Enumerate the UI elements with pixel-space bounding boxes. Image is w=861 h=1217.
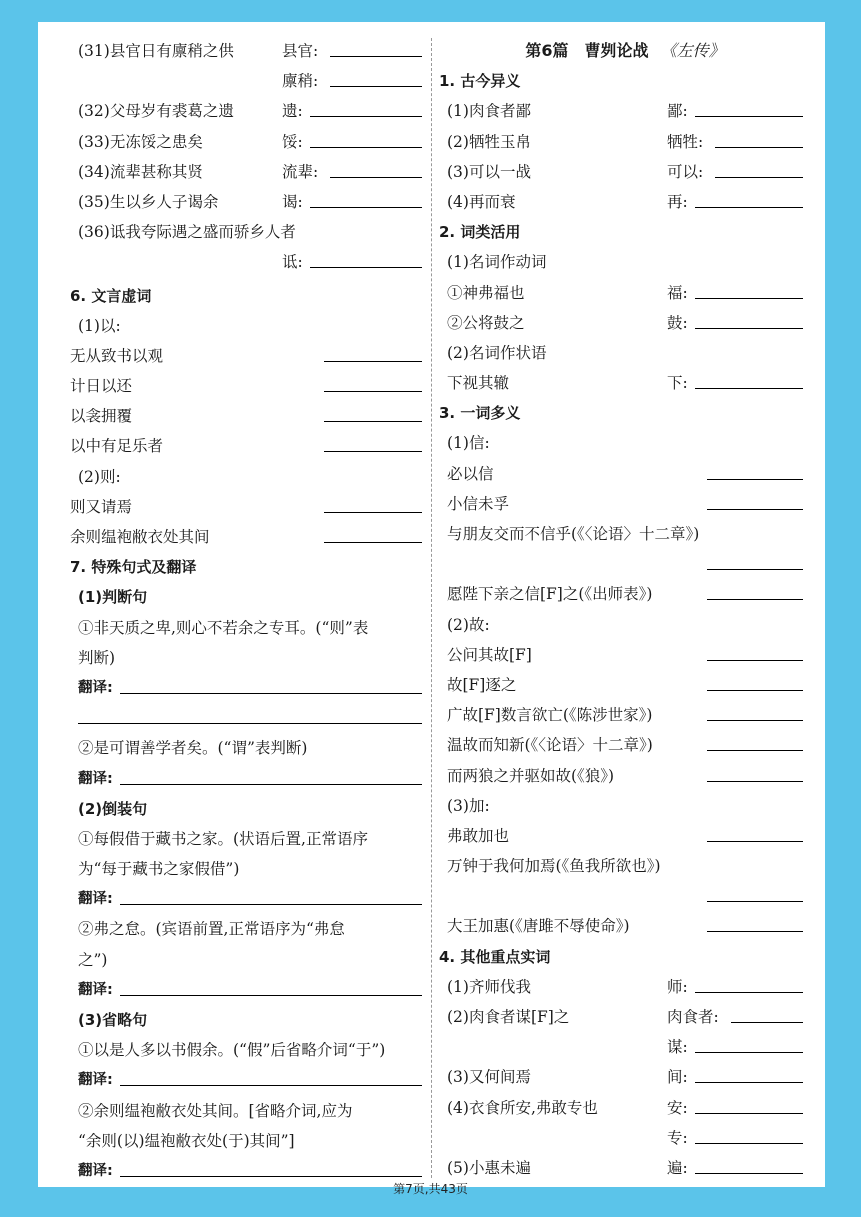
translation-line bbox=[70, 703, 428, 733]
vocab-item: (34)流辈甚称其贤 流辈: bbox=[70, 157, 428, 187]
answer-blank[interactable] bbox=[324, 492, 422, 513]
exercise-item: 则又请焉 bbox=[70, 492, 428, 522]
answer-blank[interactable] bbox=[707, 730, 803, 751]
vocab-item: (3)又何间焉 间: bbox=[439, 1062, 811, 1092]
vocab-item: (32)父母岁有裘葛之遗 遗: bbox=[70, 96, 428, 126]
answer-blank[interactable] bbox=[330, 157, 422, 178]
answer-blank[interactable] bbox=[324, 401, 422, 422]
section-heading: 1. 古今异义 bbox=[439, 72, 521, 91]
answer-blank[interactable] bbox=[310, 187, 422, 208]
vocab-item: (1)齐师伐我 师: bbox=[439, 972, 811, 1002]
exercise-item: 余则缊袍敝衣处其间 bbox=[70, 522, 428, 552]
subheading: (3)省略句 bbox=[78, 1011, 148, 1029]
sentence: “余则(以)缊袍敝衣处(于)其间”] bbox=[78, 1131, 295, 1150]
translation-line: 翻译: bbox=[70, 673, 428, 703]
answer-blank[interactable] bbox=[707, 489, 803, 510]
translation-input[interactable] bbox=[120, 764, 422, 785]
answer-blank[interactable] bbox=[310, 247, 422, 268]
section-heading: 7. 特殊句式及翻译 bbox=[70, 558, 197, 577]
exercise-item: 弗敢加也 bbox=[439, 821, 811, 851]
translation-input[interactable] bbox=[120, 673, 422, 694]
worksheet-page bbox=[38, 22, 825, 1187]
exercise-item: 以衾拥覆 bbox=[70, 401, 428, 431]
translation-line: 翻译: bbox=[70, 1156, 428, 1186]
sentence: 为“每于藏书之家假借”) bbox=[78, 860, 240, 879]
translation-input[interactable] bbox=[120, 884, 422, 905]
vocab-item: (4)再而衰 再: bbox=[439, 187, 811, 217]
translation-line: 翻译: bbox=[70, 884, 428, 914]
subheading: (1)以: bbox=[78, 316, 121, 335]
section-heading: 3. 一词多义 bbox=[439, 404, 521, 423]
answer-blank[interactable] bbox=[695, 972, 803, 993]
translation-line: 翻译: bbox=[70, 1065, 428, 1095]
answer-blank[interactable] bbox=[715, 127, 803, 148]
sentence: ①每假借于藏书之家。(状语后置,正常语序 bbox=[78, 829, 368, 848]
subheading: (2)名词作状语 bbox=[447, 343, 547, 362]
answer-blank[interactable] bbox=[695, 1093, 803, 1114]
answer-blank[interactable] bbox=[330, 66, 422, 87]
vocab-item: ②公将鼓之 鼓: bbox=[439, 308, 811, 338]
subheading: (3)加: bbox=[447, 796, 490, 815]
answer-blank[interactable] bbox=[324, 431, 422, 452]
exercise-item bbox=[439, 881, 811, 911]
subheading: (2)故: bbox=[447, 615, 490, 634]
answer-blank[interactable] bbox=[310, 96, 422, 117]
answer-blank[interactable] bbox=[324, 371, 422, 392]
answer-blank[interactable] bbox=[695, 278, 803, 299]
column-divider bbox=[431, 38, 432, 1178]
answer-blank[interactable] bbox=[707, 549, 803, 570]
sentence: ②弗之怠。(宾语前置,正常语序为“弗怠 bbox=[78, 920, 345, 939]
answer-blank[interactable] bbox=[695, 1032, 803, 1053]
sentence: ①以是人多以书假余。(“假”后省略介词“于”) bbox=[78, 1041, 386, 1060]
answer-blank[interactable] bbox=[707, 459, 803, 480]
answer-blank[interactable] bbox=[695, 368, 803, 389]
translation-line: 翻译: bbox=[70, 975, 428, 1005]
sentence: ②余则缊袍敝衣处其间。[省略介词,应为 bbox=[78, 1101, 353, 1120]
answer-blank[interactable] bbox=[695, 1153, 803, 1174]
answer-blank[interactable] bbox=[695, 1062, 803, 1083]
page-number: 第7页,共43页 bbox=[393, 1182, 468, 1196]
exercise-item: 故[F]逐之 bbox=[439, 670, 811, 700]
exercise-item: 公问其故[F] bbox=[439, 640, 811, 670]
exercise-item: 愿陛下亲之信[F]之(《出师表》) bbox=[439, 579, 811, 609]
answer-blank[interactable] bbox=[695, 187, 803, 208]
answer-blank[interactable] bbox=[707, 640, 803, 661]
answer-blank[interactable] bbox=[707, 911, 803, 932]
exercise-item: 必以信 bbox=[439, 459, 811, 489]
subheading: (1)判断句 bbox=[78, 588, 148, 607]
answer-blank[interactable] bbox=[695, 1123, 803, 1144]
subheading: (2)倒装句 bbox=[78, 799, 148, 818]
sentence: 之”) bbox=[78, 950, 108, 969]
translation-input[interactable] bbox=[120, 1065, 422, 1086]
vocab-item: (3)可以一战 可以: bbox=[439, 157, 811, 187]
exercise-item: 广故[F]数言欲亡(《陈涉世家》) bbox=[439, 700, 811, 730]
vocab-item: (2)牺牲玉帛 牺牲: bbox=[439, 127, 811, 157]
exercise-item: 温故而知新(《〈论语〉十二章》) bbox=[439, 730, 811, 760]
left-column bbox=[70, 36, 428, 1186]
vocab-item: 下视其辙 下: bbox=[439, 368, 811, 398]
exercise-item: 小信未孚 bbox=[439, 489, 811, 519]
answer-blank[interactable] bbox=[695, 308, 803, 329]
vocab-item: (1)肉食者鄙 鄙: bbox=[439, 96, 811, 126]
answer-blank[interactable] bbox=[707, 670, 803, 691]
vocab-item: ①神弗福也 福: bbox=[439, 278, 811, 308]
vocab-item: (36)诋我夸际遇之盛而骄乡人者 bbox=[78, 223, 296, 242]
answer-blank[interactable] bbox=[695, 96, 803, 117]
translation-line: 翻译: bbox=[70, 764, 428, 794]
subheading: (1)名词作动词 bbox=[447, 253, 547, 272]
answer-blank[interactable] bbox=[707, 700, 803, 721]
answer-blank[interactable] bbox=[707, 881, 803, 902]
exercise-item: 与朋友交而不信乎(《〈论语〉十二章》) bbox=[447, 525, 700, 543]
page-title: 第6篇 曹刿论战 《左传》 bbox=[525, 41, 725, 60]
answer-blank[interactable] bbox=[330, 36, 422, 57]
translation-input[interactable] bbox=[120, 975, 422, 996]
sentence: ①非天质之卑,则心不若余之专耳。(“则”表 bbox=[78, 618, 369, 637]
exercise-item: 大王加惠(《唐雎不辱使命》) bbox=[439, 911, 811, 941]
sentence: 判断) bbox=[78, 648, 116, 667]
vocab-item: (35)生以乡人子谒余 谒: bbox=[70, 187, 428, 217]
exercise-item: 万钟于我何加焉(《鱼我所欲也》) bbox=[447, 857, 661, 876]
vocab-item: (4)衣食所安,弗敢专也 安: bbox=[439, 1093, 811, 1123]
section-heading: 6. 文言虚词 bbox=[70, 286, 152, 305]
exercise-item: 以中有足乐者 bbox=[70, 431, 428, 461]
sentence: ②是可谓善学者矣。(“谓”表判断) bbox=[78, 739, 308, 758]
right-column bbox=[439, 36, 811, 1183]
subheading: (2)则: bbox=[78, 467, 121, 486]
vocab-item: 谋: bbox=[439, 1032, 811, 1062]
section-heading: 4. 其他重点实词 bbox=[439, 947, 551, 966]
answer-blank[interactable] bbox=[310, 127, 422, 148]
section-heading: 2. 词类活用 bbox=[439, 223, 521, 242]
exercise-item bbox=[439, 549, 811, 579]
vocab-item: 专: bbox=[439, 1123, 811, 1153]
vocab-item: (2)肉食者谋[F]之 肉食者: bbox=[439, 1002, 811, 1032]
exercise-item: 计日以还 bbox=[70, 371, 428, 401]
vocab-item: 诋: bbox=[70, 247, 428, 277]
answer-blank[interactable] bbox=[731, 1002, 803, 1023]
translation-input[interactable] bbox=[78, 703, 422, 724]
vocab-item: (33)无冻馁之患矣 馁: bbox=[70, 127, 428, 157]
vocab-item: 廪稍: bbox=[70, 66, 428, 96]
translation-input[interactable] bbox=[120, 1156, 422, 1177]
answer-blank[interactable] bbox=[707, 761, 803, 782]
subheading: (1)信: bbox=[447, 434, 490, 453]
exercise-item: 而两狼之并驱如故(《狼》) bbox=[439, 761, 811, 791]
answer-blank[interactable] bbox=[324, 522, 422, 543]
exercise-item: 无从致书以观 bbox=[70, 341, 428, 371]
answer-blank[interactable] bbox=[707, 821, 803, 842]
answer-blank[interactable] bbox=[707, 579, 803, 600]
answer-blank[interactable] bbox=[715, 157, 803, 178]
answer-blank[interactable] bbox=[324, 341, 422, 362]
vocab-item: (5)小惠未遍 遍: bbox=[439, 1153, 811, 1183]
vocab-item: (31)县官日有廪稍之供 县官: bbox=[70, 36, 428, 66]
